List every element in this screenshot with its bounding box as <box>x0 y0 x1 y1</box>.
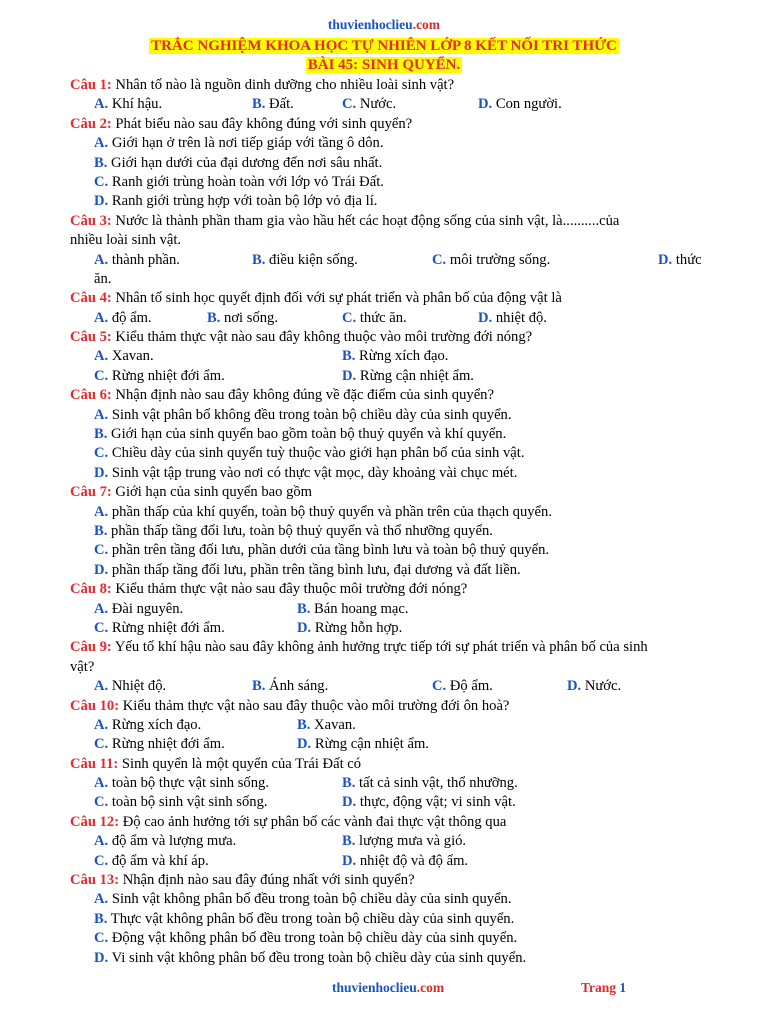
question-10 <box>70 697 710 716</box>
option-a: A. Khí hậu. <box>94 96 163 113</box>
question-number: Câu 8: <box>70 581 112 598</box>
option-b: B. Xavan. <box>297 716 356 733</box>
options-row <box>70 852 710 871</box>
option-b: B. Rừng xích đạo. <box>342 348 449 365</box>
question-5 <box>70 328 710 347</box>
option-c: C. Rừng nhiệt đới ẩm. <box>94 367 225 384</box>
question-number: Câu 3: <box>70 212 112 229</box>
option-d: D. thức <box>658 251 702 268</box>
question-text: Độ cao ảnh hưởng tới sự phân bố các vành đai thực vật thông qua <box>122 813 507 830</box>
question-number: Câu 6: <box>70 387 112 404</box>
question-9 <box>70 638 710 657</box>
option-d: D. thực, động vật; vi sinh vật. <box>342 794 516 811</box>
option-c: C. toàn bộ sinh vật sinh sống. <box>94 794 268 811</box>
options-row <box>70 95 710 114</box>
question-text: Nhân tố nào là nguồn dinh dưỡng cho nhiều loài sinh vật? <box>115 77 455 93</box>
option-b: B. Ánh sáng. <box>252 678 329 695</box>
option-d: D. Ranh giới trùng hợp với toàn bộ lớp vỏ địa lí. <box>94 193 378 210</box>
question-text: Nhận định nào sau đây không đúng về đặc điểm của sinh quyển? <box>115 387 494 404</box>
option-d-continued: ăn. <box>94 270 112 287</box>
document-title <box>0 36 768 56</box>
option-b: B. tất cả sinh vật, thổ nhưỡng. <box>342 775 518 792</box>
option-a: A. Đài nguyên. <box>94 600 184 617</box>
option-d: D. Rừng cận nhiệt ẩm. <box>342 367 474 384</box>
question-number: Câu 10: <box>70 697 120 714</box>
option-c: C. Chiều dày của sinh quyển tuỳ thuộc vào giới hạn phân bố của sinh vật. <box>94 445 525 462</box>
option-a: A. Giới hạn ở trên là nơi tiếp giáp với tầng ô dôn. <box>94 135 384 152</box>
site-tld: .com <box>412 17 441 32</box>
option-a: A. độ ẩm. <box>94 309 152 326</box>
option-b: B. lượng mưa và gió. <box>342 833 467 850</box>
question-8 <box>70 580 710 599</box>
question-6 <box>70 386 710 405</box>
question-number: Câu 13: <box>70 872 120 889</box>
options-row <box>70 716 710 735</box>
title-text: TRẮC NGHIỆM KHOA HỌC TỰ NHIÊN LỚP 8 KẾT NỐI TRI THỨC <box>151 38 617 54</box>
option-d: D. Nước. <box>567 678 622 695</box>
question-text: Nhân tố sinh học quyết định đối với sự phát triển và phân bố của động vật là <box>115 290 562 307</box>
question-number: Câu 9: <box>70 639 112 656</box>
option-c: C. Nước. <box>342 96 397 113</box>
options-row <box>70 774 710 793</box>
option-a: A. Xavan. <box>94 348 154 365</box>
option-a: A. Nhiệt độ. <box>94 678 167 695</box>
question-list <box>70 76 710 968</box>
footer-site <box>332 980 444 996</box>
question-text-continued: vật? <box>70 658 95 675</box>
option-d: D. Vi sinh vật không phân bố đều trong toàn bộ chiều dày của sinh quyển. <box>94 949 527 966</box>
question-13 <box>70 871 710 890</box>
option-b: B. Giới hạn của sinh quyển bao gồm toàn bộ thuỷ quyển và khí quyển. <box>94 426 507 443</box>
question-number: Câu 5: <box>70 329 112 346</box>
subtitle-text: BÀI 45: SINH QUYỂN. <box>307 57 461 73</box>
option-c: C. Rừng nhiệt đới ẩm. <box>94 619 225 636</box>
options-row <box>70 251 710 270</box>
question-number: Câu 4: <box>70 290 112 307</box>
question-7 <box>70 483 710 502</box>
page-label: Trang <box>581 980 617 995</box>
options-row <box>70 832 710 851</box>
options-row <box>70 600 710 619</box>
question-4 <box>70 289 710 308</box>
question-number: Câu 1: <box>70 77 112 93</box>
page-number-value: 1 <box>619 980 627 995</box>
question-1 <box>70 76 710 95</box>
option-a: A. phần thấp của khí quyển, toàn bộ thuỷ quyển và phần trên của thạch quyển. <box>94 503 552 520</box>
option-b: B. Bán hoang mạc. <box>297 600 409 617</box>
option-c: C. phần trên tầng đối lưu, phần dưới của tầng bình lưu và toàn bộ thuỷ quyển. <box>94 542 550 559</box>
question-number: Câu 11: <box>70 755 119 772</box>
question-text: Giới hạn của sinh quyển bao gồm <box>115 484 313 501</box>
question-3 <box>70 212 710 231</box>
footer-site-tld: .com <box>416 980 445 995</box>
options-row <box>70 347 710 366</box>
option-c: C. Ranh giới trùng hoàn toàn với lớp vỏ Trái Đất. <box>94 173 384 190</box>
question-2 <box>70 115 710 134</box>
option-d: D. phần thấp tầng đối lưu, phần trên tầng bình lưu, đại dương và đất liền. <box>94 561 521 578</box>
option-d: D. Sinh vật tập trung vào nơi có thực vật mọc, dày khoảng vài chục mét. <box>94 464 518 481</box>
option-c: C. thức ăn. <box>342 309 407 326</box>
site-name: thuvienhoclieu <box>327 17 413 32</box>
options-row <box>70 309 710 328</box>
question-text: Phát biểu nào sau đây không đúng với sinh quyển? <box>115 115 413 132</box>
options-row <box>70 793 710 812</box>
question-11 <box>70 755 710 774</box>
option-a: A. thành phần. <box>94 251 180 268</box>
question-number: Câu 12: <box>70 813 120 830</box>
question-text-continued: nhiều loài sinh vật. <box>70 232 182 249</box>
option-d: D. nhiệt độ. <box>478 309 547 326</box>
option-d: D. Rừng cận nhiệt ẩm. <box>297 736 429 753</box>
option-b: B. điều kiện sống. <box>252 251 358 268</box>
question-text: Kiểu thảm thực vật nào sau đây thuộc môi trường đới nóng? <box>115 581 468 598</box>
options-row <box>70 367 710 386</box>
page-number <box>581 980 626 996</box>
options-row <box>70 735 710 754</box>
option-a: A. Sinh vật phân bố không đều trong toàn bộ chiều dày của sinh quyển. <box>94 406 512 423</box>
option-a: A. Rừng xích đạo. <box>94 716 202 733</box>
option-a: A. độ ẩm và lượng mưa. <box>94 833 237 850</box>
option-c: C. môi trường sống. <box>432 251 551 268</box>
option-d: D. Rừng hỗn hợp. <box>297 619 403 636</box>
option-c: C. Rừng nhiệt đới ẩm. <box>94 736 225 753</box>
option-c: C. Động vật không phân bố đều trong toàn bộ chiều dày của sinh quyển. <box>94 930 518 947</box>
question-text: Nhận định nào sau đây đúng nhất với sinh quyển? <box>122 872 415 889</box>
question-number: Câu 2: <box>70 115 112 132</box>
option-a: A. toàn bộ thực vật sinh sống. <box>94 775 269 792</box>
option-d: D. nhiệt độ và độ ẩm. <box>342 852 469 869</box>
option-c: C. độ ẩm và khí áp. <box>94 852 209 869</box>
question-text: Kiểu thảm thực vật nào sau đây thuộc vào môi trường đới ôn hoà? <box>122 697 510 714</box>
question-text: Yếu tố khí hậu nào sau đây không ảnh hưởng trực tiếp tới sự phát triển và phân bố của sinh <box>114 639 648 656</box>
site-header <box>0 17 768 33</box>
question-12 <box>70 813 710 832</box>
option-b: B. phần thấp tầng đối lưu, toàn bộ thuỷ quyển và thổ nhưỡng quyển. <box>94 522 493 539</box>
option-b: B. Thực vật không phân bố đều trong toàn bộ chiều dày của sinh quyển. <box>94 910 515 927</box>
question-text: Sinh quyển là một quyển của Trái Đất có <box>121 755 362 772</box>
lesson-title <box>0 55 768 75</box>
option-b: B. Giới hạn dưới của đại dương đến nơi sâu nhất. <box>94 154 383 171</box>
footer-site-name: thuvienhoclieu <box>332 980 417 995</box>
options-row <box>70 619 710 638</box>
option-b: B. nơi sống. <box>207 309 278 326</box>
question-number: Câu 7: <box>70 484 112 501</box>
question-text: Nước là thành phần tham gia vào hầu hết các hoạt động sống của sinh vật, là..........của <box>115 212 620 229</box>
option-b: B. Đất. <box>252 96 294 113</box>
option-d: D. Con người. <box>478 96 562 113</box>
option-a: A. Sinh vật không phân bố đều trong toàn bộ chiều dày của sinh quyển. <box>94 891 512 908</box>
question-text: Kiểu thảm thực vật nào sau đây không thuộc vào môi trường đới nóng? <box>115 329 533 346</box>
option-c: C. Độ ẩm. <box>432 678 493 695</box>
options-row <box>70 677 710 696</box>
